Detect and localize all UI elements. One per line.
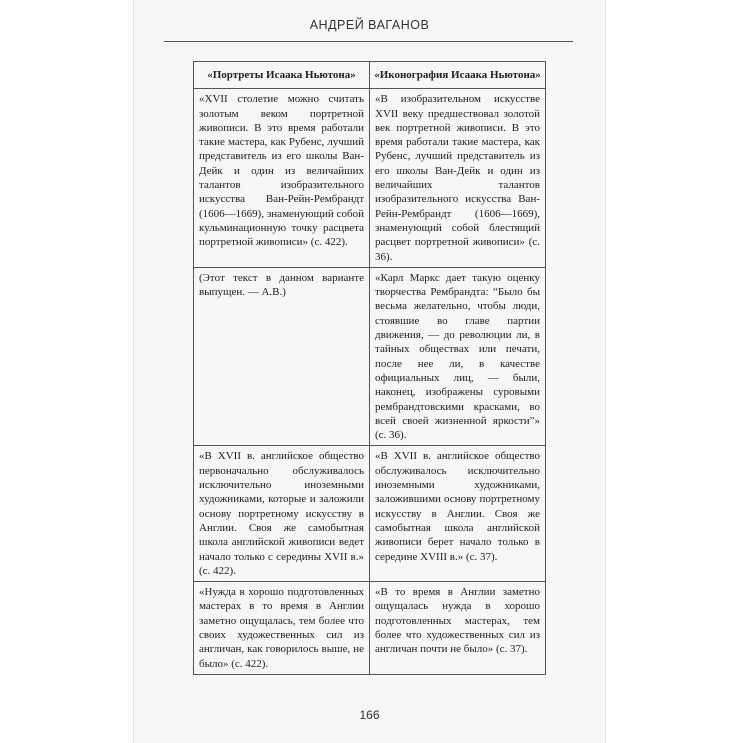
header-rule	[164, 41, 573, 42]
table-cell-left: «XVII столетие можно считать золотым веком портретной живописи. В это время работали такие мастера, как Рубенс, лучший представитель из его школы Ван-Дейк и один из величайших талантов изобразительного искусства Ван-Рейн-Рембрандт (1606—1669), знаменующий собой кульминационную точку расцвета портретной живописи» (с. 422).	[194, 89, 370, 268]
table-cell-left: (Этот текст в данном варианте выпущен. — А.В.)	[194, 267, 370, 446]
comparison-table	[193, 61, 546, 675]
table-header-row	[194, 62, 546, 89]
column-header-iconography: «Иконография Исаака Ньютона»	[370, 62, 546, 89]
table-row	[194, 582, 546, 675]
table-row	[194, 446, 546, 582]
column-header-portraits: «Портреты Исаака Ньютона»	[194, 62, 370, 89]
table-cell-right: «В XVII в. английское общество обслуживалось исключительно иноземными художниками, заложившими основу портретному искусству в Англии. Своя же самобытная школа английской живописи берет начало только в середине XVIII в.» (с. 37).	[370, 446, 546, 582]
page-number: 166	[359, 708, 380, 722]
table-row	[194, 89, 546, 268]
book-page	[133, 0, 606, 743]
table-cell-right: «В то время в Англии заметно ощущалась нужда в хорошо подготовленных мастерах, тем более что художественных сил из англичан почти не было» (с. 37).	[370, 582, 546, 675]
table-row	[194, 267, 546, 446]
table-cell-left: «В XVII в. английское общество первоначально обслуживалось исключительно иноземными художниками, которые и заложили основу портретному искусству в Англии. Своя же самобытная школа английской живописи ведет начало только с середины XVII в.» (с. 422).	[194, 446, 370, 582]
table-cell-left: «Нужда в хорошо подготовленных мастерах в то время в Англии заметно ощущалась, тем более что своих художественных сил из англичан, как говорилось выше, не было» (с. 422).	[194, 582, 370, 675]
table-cell-right: «Карл Маркс дает такую оценку творчества Рембрандта: “Было бы весьма желательно, чтобы люди, стоявшие во главе партии движения, — до революции ли, в тайных обществах или печати, после нее ли, в качестве официальных лиц, — были, наконец, изображены суровыми рембрандтовскими красками, во всей своей жизненной яркости”» (с. 36).	[370, 267, 546, 446]
running-header: АНДРЕЙ ВАГАНОВ	[309, 18, 430, 32]
table-cell-right: «В изобразительном искусстве XVII веку предшествовал золотой век портретной живописи. В это время работали такие мастера, как Рубенс, лучший представитель из его школы Ван-Дейк и один из величайших талантов изобразительного искусства Ван-Рейн-Рембрандт (1606—1669), знаменующий собой блестящий расцвет портретной живописи» (с. 36).	[370, 89, 546, 268]
